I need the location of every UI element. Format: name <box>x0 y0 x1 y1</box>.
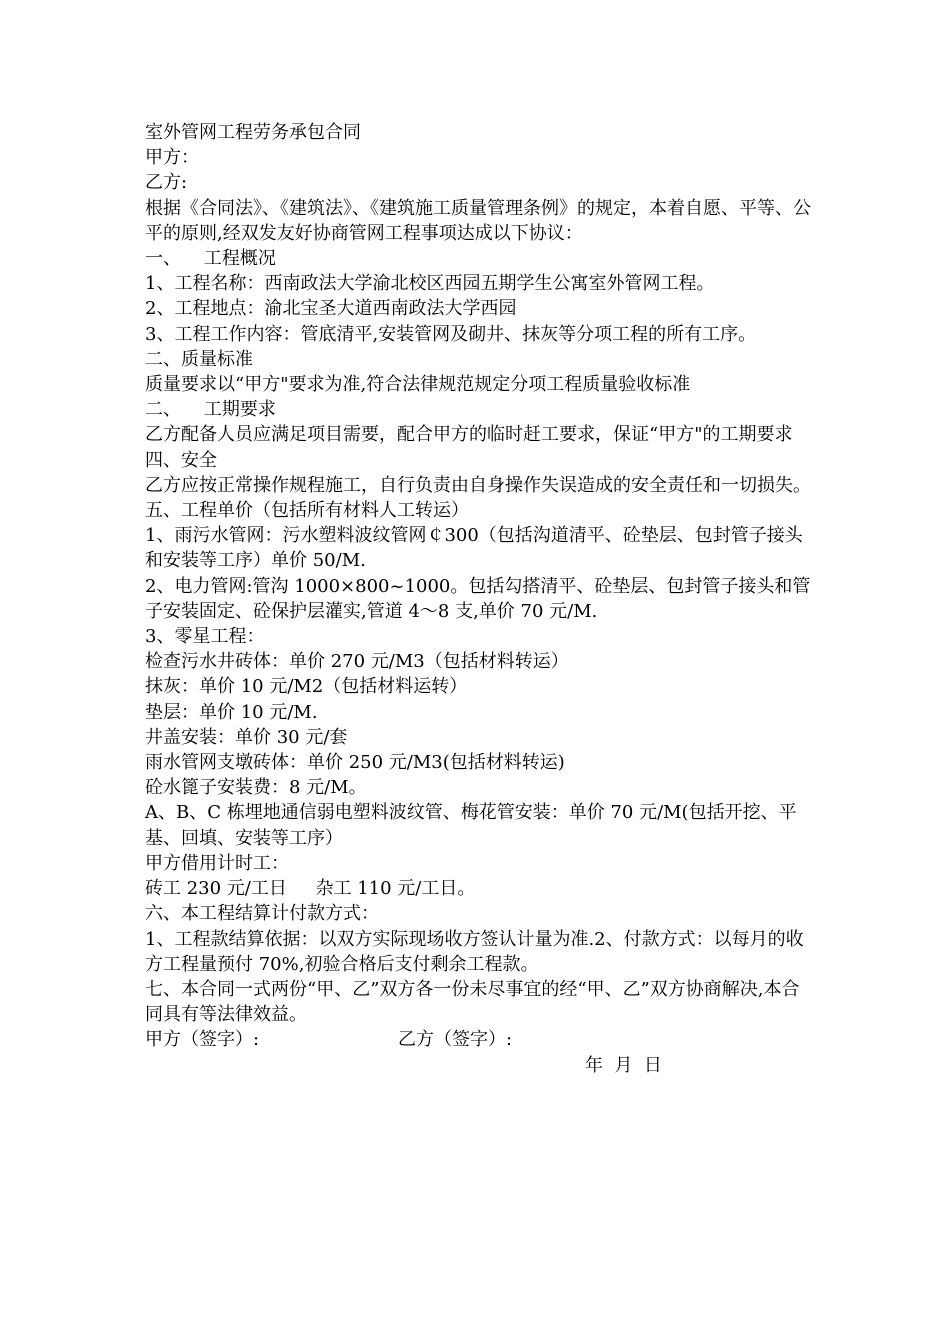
section-6-text: 1、工程款结算依据：以双方实际现场收方签认计量为准.2、付款方式：以每月的收方工程量预付 70%,初验合格后支付剩余工程款。 <box>145 928 804 975</box>
section-6-heading: 六、本工程结算计付款方式： <box>145 903 379 925</box>
party-b-signature: 乙方（签字）: <box>398 1029 513 1051</box>
section-5-item: 检查污水井砖体：单价 270 元/M3（包括材料转运） <box>145 651 569 673</box>
section-2-heading: 二、质量标准 <box>145 348 253 370</box>
section-5-item: 砖工 230 元/工日 杂工 110 元/工日。 <box>145 878 476 900</box>
section-5-item: 垫层：单价 10 元/M. <box>145 701 318 723</box>
contract-document <box>145 120 815 1078</box>
section-7-text: 七、本合同一式两份“甲、乙”双方各一份未尽事宜的经“甲、乙”双方协商解决,本合同具有等法律效益。 <box>145 978 800 1026</box>
section-4-heading: 四、安全 <box>145 449 217 471</box>
section-1-heading: 一、 工程概况 <box>145 248 276 270</box>
section-1-item: 3、工程工作内容：管底清平,安装管网及砌井、抹灰等分项工程的所有工序。 <box>145 323 757 345</box>
intro-paragraph: 根据《合同法》、《建筑法》、《建筑施工质量管理条例》的规定，本着自愿、平等、公平的原则,经双发友好协商管网工程事项达成以下协议： <box>145 197 811 244</box>
section-5-item: 砼水篦子安装费：8 元/M。 <box>145 777 367 799</box>
signature-row <box>145 1027 815 1052</box>
section-1-item: 2、工程地点：渝北宝圣大道西南政法大学西园 <box>145 298 517 320</box>
section-5-item: 甲方借用计时工： <box>145 852 289 874</box>
party-a-line: 甲方： <box>145 147 199 169</box>
section-5-item: 雨水管网支墩砖体：单价 250 元/M3(包括材料转运) <box>145 752 565 774</box>
party-a-signature: 甲方（签字）: <box>145 1029 260 1051</box>
section-5-heading: 五、工程单价（包括所有材料人工转运） <box>145 500 469 522</box>
section-5-item: 2、电力管网:管沟 1000×800~1000。包括勾搭清平、砼垫层、包封管子接头和管子安装固定、砼保护层灌实,管道 4～8 支,单价 70 元/M. <box>145 575 811 622</box>
section-5-item: A、B、C 栋埋地通信弱电塑料波纹管、梅花管安装：单价 70 元/M(包括开挖、平基、回填、安装等工序） <box>145 802 797 849</box>
section-1-item: 1、工程名称：西南政法大学渝北校区西园五期学生公寓室外管网工程。 <box>145 273 715 295</box>
date-line: 年 月 日 <box>585 1054 662 1076</box>
section-5-item: 3、零星工程： <box>145 626 265 648</box>
section-5-item: 1、雨污水管网：污水塑料波纹管网￠300（包括沟道清平、砼垫层、包封管子接头和安装等工序）单价 50/M. <box>145 525 803 572</box>
section-5-item: 抹灰：单价 10 元/M2（包括材料运转） <box>145 676 468 698</box>
section-4-text: 乙方应按正常操作规程施工，自行负责由自身操作失误造成的安全责任和一切损失。 <box>145 474 811 496</box>
section-3-heading: 二、 工期要求 <box>145 399 276 421</box>
party-b-line: 乙方: <box>145 172 188 194</box>
document-title: 室外管网工程劳务承包合同 <box>145 122 361 143</box>
section-5-item: 井盖安装：单价 30 元/套 <box>145 726 348 748</box>
section-2-text: 质量要求以“甲方"要求为准,符合法律规范规定分项工程质量验收标准 <box>145 374 691 396</box>
section-3-text: 乙方配备人员应满足项目需要，配合甲方的临时赶工要求，保证“甲方"的工期要求 <box>145 424 793 446</box>
